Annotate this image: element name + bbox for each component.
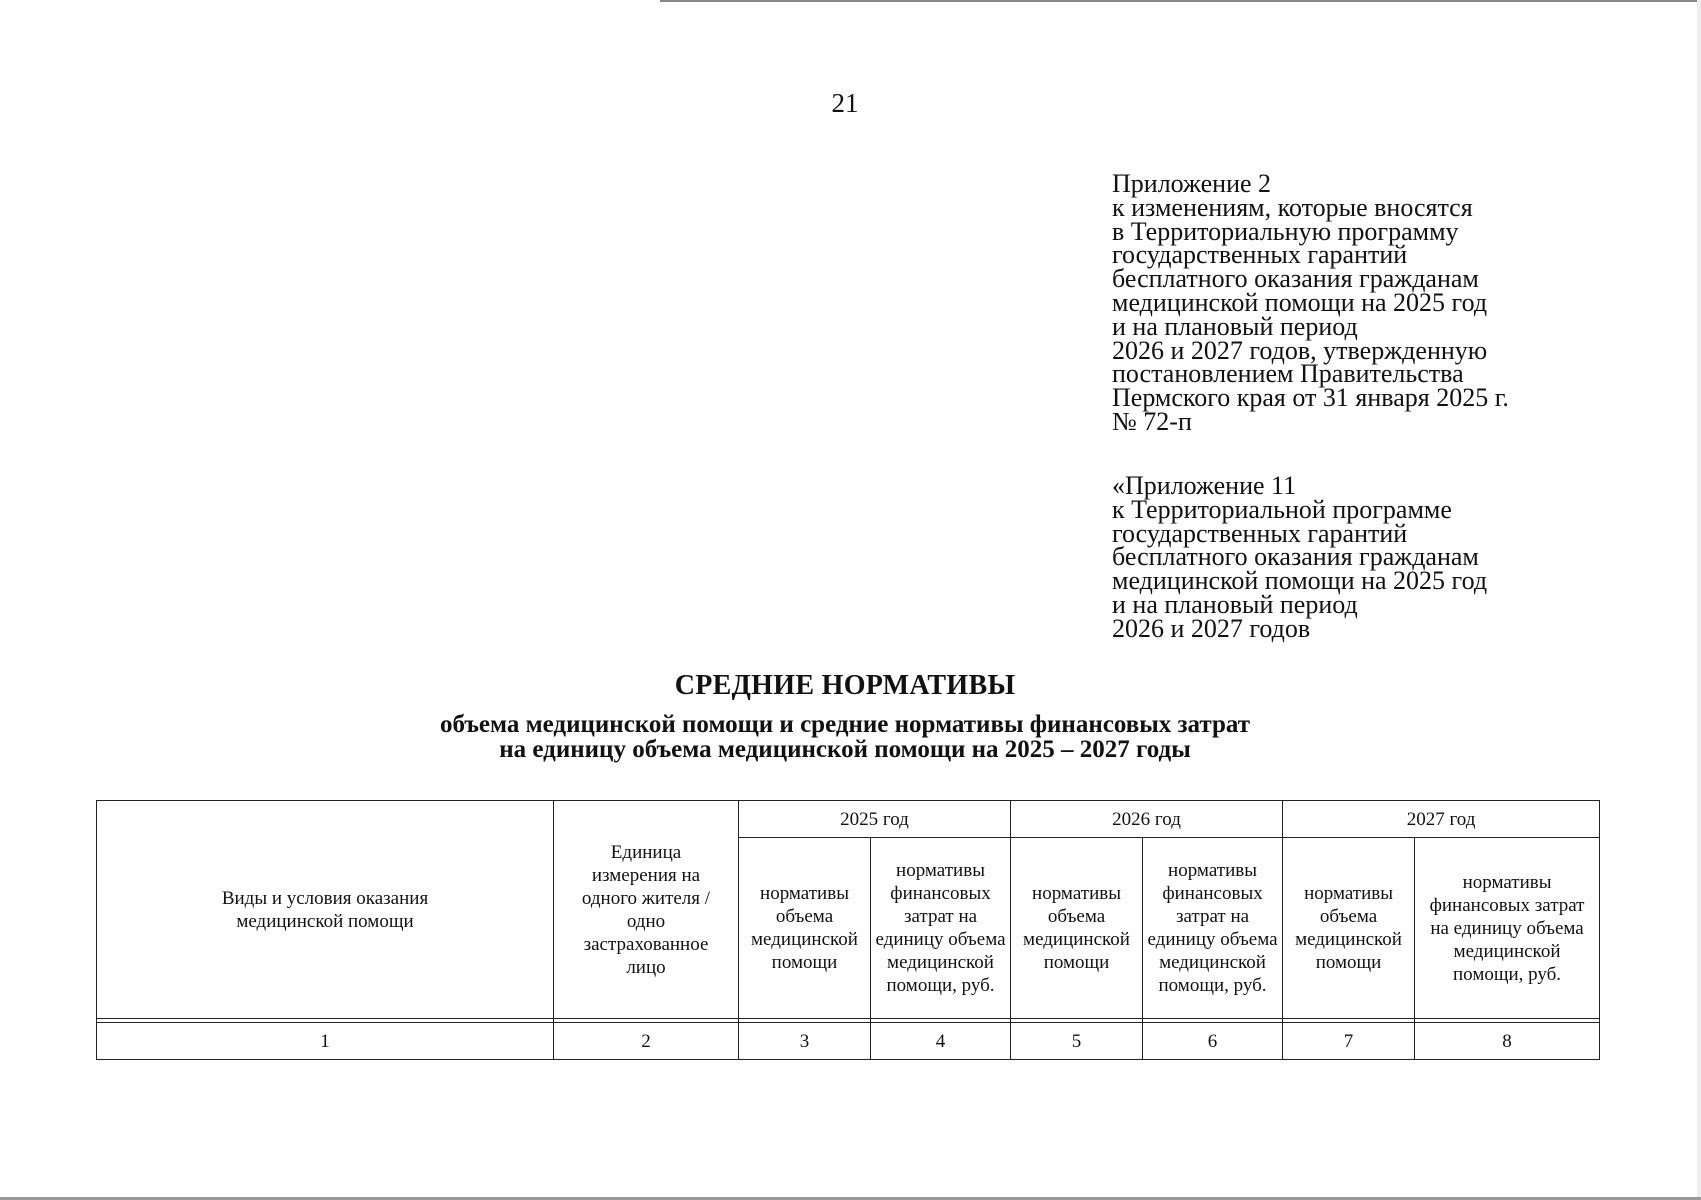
header-unit: Единица измерения на одного жителя / одно застрахованное лицо [554, 801, 739, 1019]
subtitle-line: на единицу объема медицинской помощи на 2025 – 2027 годы [499, 736, 1191, 763]
appendix-line: № 72-п [1112, 406, 1192, 436]
appendix-quote-line: государственных гарантий [1112, 518, 1408, 548]
appendix-line: медицинской помощи на 2025 год [1112, 287, 1488, 317]
page-number: 21 [831, 88, 859, 118]
column-number: 5 [1011, 1023, 1143, 1060]
appendix-line: в Территориальную программу [1112, 216, 1459, 246]
appendix-quote-line: медицинской помощи на 2025 год [1112, 566, 1488, 596]
appendix-quote-line: бесплатного оказания гражданам [1112, 542, 1479, 572]
subtitle-line: объема медицинской помощи и средние нормативы финансовых затрат [439, 711, 1251, 738]
header-care-type: Виды и условия оказания медицинской помощи [97, 801, 554, 1019]
column-number: 2 [554, 1023, 739, 1060]
appendix-quote-line: и на плановый период [1112, 589, 1358, 619]
header-volume-2026: нормативы объема медицинской помощи [1011, 838, 1143, 1019]
appendix-line: Приложение 2 [1112, 169, 1272, 198]
appendix-quote-line: к Территориальной программе [1112, 494, 1452, 524]
header-volume-2027: нормативы объема медицинской помощи [1283, 838, 1415, 1019]
column-number: 7 [1283, 1023, 1415, 1060]
column-number: 1 [97, 1023, 554, 1060]
header-volume-2025: нормативы объема медицинской помощи [739, 838, 871, 1019]
column-number-row [97, 1023, 1600, 1060]
column-number: 8 [1415, 1023, 1600, 1060]
header-cost-2025: нормативы финансовых затрат на единицу объема медицинской помощи, руб. [871, 838, 1011, 1019]
appendix-line: к изменениям, которые вносятся [1112, 192, 1473, 222]
appendix-line: Пермского края от 31 января 2025 г. [1112, 383, 1509, 413]
appendix-line: и на плановый период [1112, 311, 1358, 341]
scan-right-edge [1697, 0, 1701, 1200]
column-number: 6 [1143, 1023, 1283, 1060]
document-title: СРЕДНИЕ НОРМАТИВЫ [674, 670, 1016, 701]
scan-top-edge [660, 0, 1701, 2]
appendix-quote [1112, 471, 1592, 643]
norms-table [96, 800, 1600, 1060]
header-year-2027: 2027 год [1283, 801, 1600, 838]
column-number: 3 [739, 1023, 871, 1060]
appendix-quote-line: «Приложение 11 [1112, 471, 1297, 500]
header-cost-2027: нормативы финансовых затрат на единицу объема медицинской помощи, руб. [1415, 838, 1600, 1019]
appendix-line: бесплатного оказания гражданам [1112, 264, 1479, 294]
header-year-2026: 2026 год [1011, 801, 1283, 838]
header-cost-2026: нормативы финансовых затрат на единицу объема медицинской помощи, руб. [1143, 838, 1283, 1019]
appendix-line: государственных гарантий [1112, 240, 1408, 270]
column-number: 4 [871, 1023, 1011, 1060]
appendix-quote-line: 2026 и 2027 годов [1112, 613, 1311, 643]
header-year-2025: 2025 год [739, 801, 1011, 838]
appendix-header [1112, 169, 1592, 436]
appendix-line: постановлением Правительства [1112, 359, 1464, 389]
document-subtitle [0, 712, 1690, 762]
appendix-line: 2026 и 2027 годов, утвержденную [1112, 335, 1488, 365]
